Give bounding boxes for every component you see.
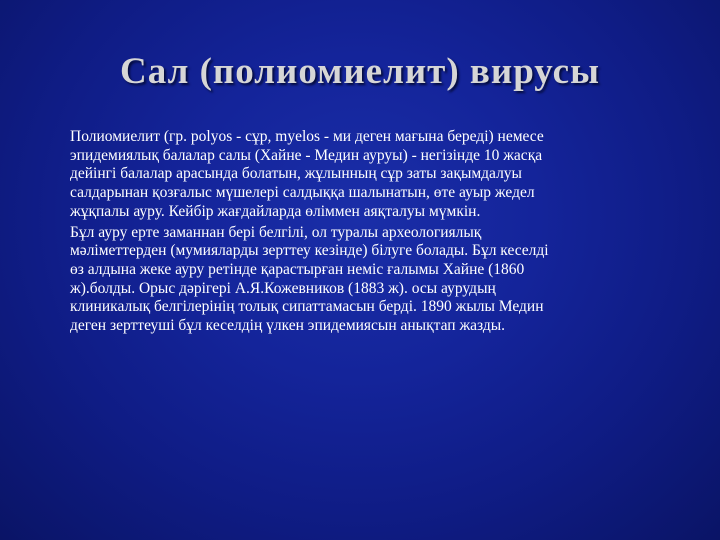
paragraph-2-line: клиникалық белгілерінің толық сипаттамасын берді. 1890 жылы Медин bbox=[70, 298, 544, 316]
paragraph-2-line: ж).болды. Орыс дәрігері А.Я.Кожевников (1883 ж). осы аурудың bbox=[70, 279, 496, 297]
paragraph-1-line: салдарынан қозғалыс мүшелері салдыққа шалынатын, өте ауыр жедел bbox=[70, 184, 535, 202]
paragraph-1-line: эпидемиялық балалар салы (Хайне - Медин ауруы) - негізінде 10 жасқа bbox=[70, 146, 543, 164]
paragraph-1-line: жұқпалы ауру. Кейбір жағдайларда өліммен аяқталуы мүмкін. bbox=[70, 202, 481, 220]
paragraph-2-line: Бұл ауру ерте заманнан бері белгілі, ол туралы археологиялық bbox=[70, 223, 482, 241]
paragraph-1-line: дейінгі балалар арасында болатын, жұлынның сұр заты зақымдалуы bbox=[70, 165, 522, 183]
paragraph-1 bbox=[68, 128, 668, 222]
paragraph-2-line: деген зерттеуші бұл кеселдің үлкен эпидемиясын анықтап жазды. bbox=[70, 317, 506, 335]
paragraph-2-line: мәліметтерден (мумияларды зерттеу кезінде) білуге болады. Бұл кеселді bbox=[70, 242, 549, 260]
paragraph-2-line: өз алдына жеке ауру ретінде қарастырған неміс ғалымы Хайне (1860 bbox=[70, 260, 525, 278]
slide-title: Сал (полиомиелит) вирусы bbox=[120, 51, 600, 92]
paragraph-1-line: Полиомиелит (гр. polyos - сұр, myelos - ми деген мағына береді) немесе bbox=[70, 128, 544, 145]
paragraph-2 bbox=[68, 224, 668, 336]
slide-body bbox=[68, 128, 668, 338]
